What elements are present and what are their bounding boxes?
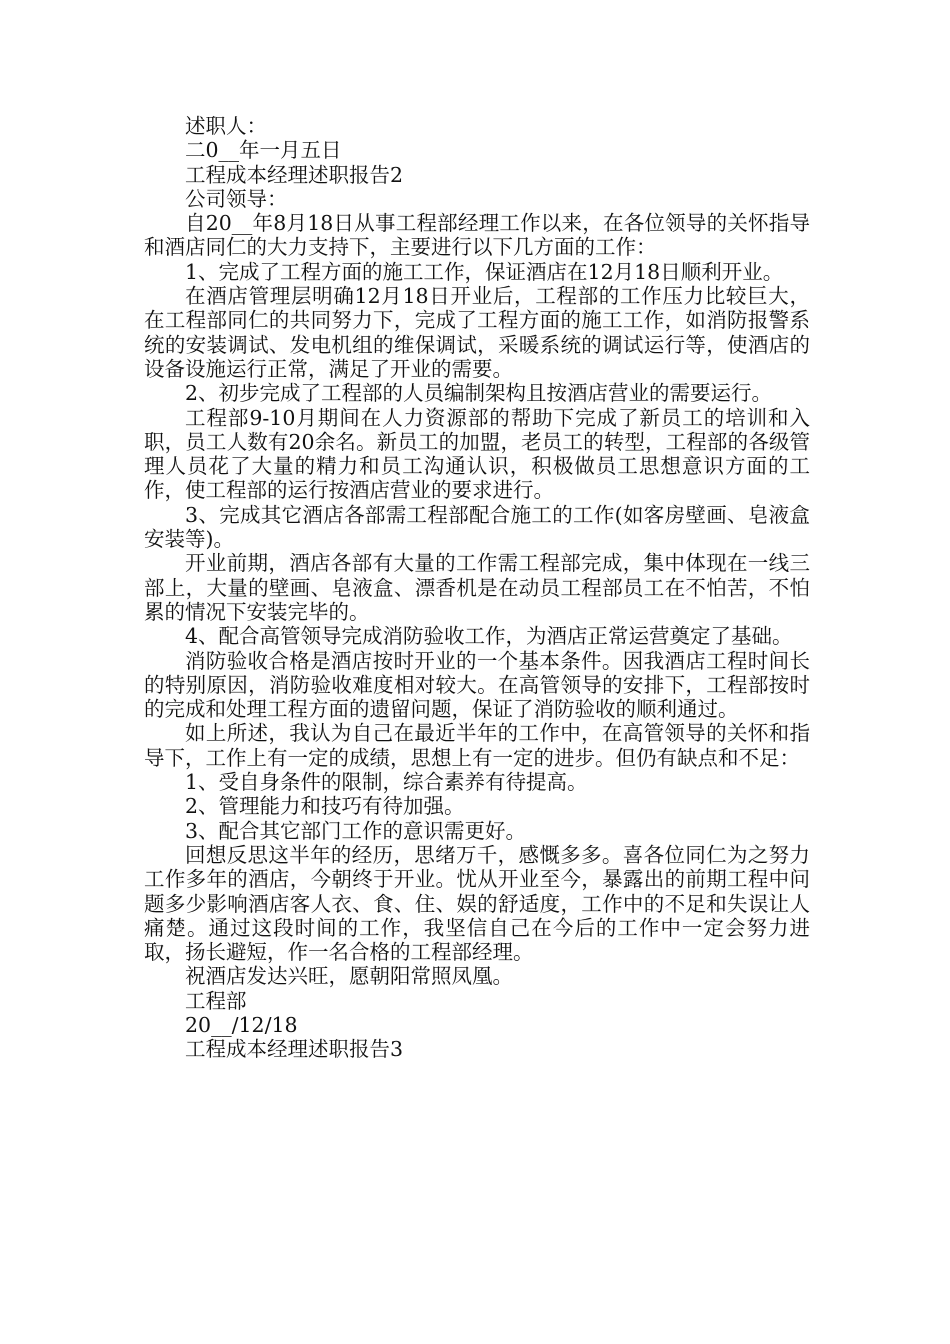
next-report-title: 工程成本经理述职报告3: [185, 1037, 404, 1062]
section-body-3: 开业前期，酒店各部有大量的工作需工程部完成，集中体现在一线三部上，大量的壁画、皂液盒、漂香机是在动员工程部员工在不怕苦，不怕累的情况下安装完毕的。: [144, 551, 810, 624]
section-body-4: 消防验收合格是酒店按时开业的一个基本条件。因我酒店工程时间长的特别原因，消防验收难度相对较大。在高管领导的安排下，工程部按时的完成和处理工程方面的遗留问题，保证了消防验收的顺利通过。: [144, 648, 810, 722]
closing-wish: 祝酒店发达兴旺，愿朝阳常照凤凰。: [185, 964, 513, 989]
section-body-2: 工程部9-10月期间在人力资源部的帮助下完成了新员工的培训和入职，员工人数有20余名。新员工的加盟，老员工的转型，工程部的各级管理人员花了大量的精力和员工沟通认识，积极做员工思想意识方面的工作，使工程部的运行按酒店营业的要求进行。: [144, 405, 810, 503]
salutation: 公司领导：: [185, 186, 288, 211]
section-heading-1: 1、完成了工程方面的施工工作，保证酒店在12月18日顺利开业。: [185, 259, 784, 284]
section-heading-4: 4、配合高管领导完成消防验收工作，为酒店正常运营奠定了基础。: [185, 624, 793, 649]
section-heading-2: 2、初步完成了工程部的人员编制架构且按酒店营业的需要运行。: [185, 381, 773, 406]
signature-label: 述职人：: [185, 114, 267, 138]
report-date: 20__/12/18: [185, 1012, 298, 1037]
shortcoming-item-2: 2、管理能力和技巧有待加强。: [185, 794, 465, 819]
shortcoming-item-3: 3、配合其它部门工作的意识需更好。: [185, 818, 527, 843]
report-title: 工程成本经理述职报告2: [185, 162, 404, 187]
reflection-paragraph: 回想反思这半年的经历，思绪万千，感慨多多。喜各位同仁为之努力工作多年的酒店，今朝终于开业。忧从开业至今，暴露出的前期工程中问题多少影响酒店客人衣、食、住、娱的舒适度，工作中的不足和失误让人痛楚。通过这段时间的工作，我坚信自己在今后的工作中一定会努力进取，扬长避短，作一名合格的工程部经理。: [144, 842, 810, 965]
section-heading-3: 3、完成其它酒店各部需工程部配合施工的工作(如客房壁画、皂液盒安装等)。: [144, 502, 810, 552]
signature-date: 二0__年一月五日: [185, 138, 342, 163]
shortcoming-item-1: 1、受自身条件的限制，综合素养有待提高。: [185, 770, 588, 795]
section-body-1: 在酒店管理层明确12月18日开业后，工程部的工作压力比较巨大，在工程部同仁的共同努力下，完成了工程方面的施工工作，如消防报警系统的安装调试、发电机组的维保调试，采暖系统的调试运行等，使酒店的设备设施运行正常，满足了开业的需要。: [144, 284, 810, 381]
summary-paragraph: 如上所述，我认为自己在最近半年的工作中，在高管领导的关怀和指导下，工作上有一定的成绩，思想上有一定的进步。但仍有缺点和不足：: [144, 721, 810, 770]
document-body: [144, 114, 810, 1062]
signature-department: 工程部: [185, 988, 247, 1013]
intro-paragraph: 自20__年8月18日从事工程部经理工作以来，在各位领导的关怀指导和酒店同仁的大力支持下，主要进行以下几方面的工作：: [144, 211, 810, 260]
